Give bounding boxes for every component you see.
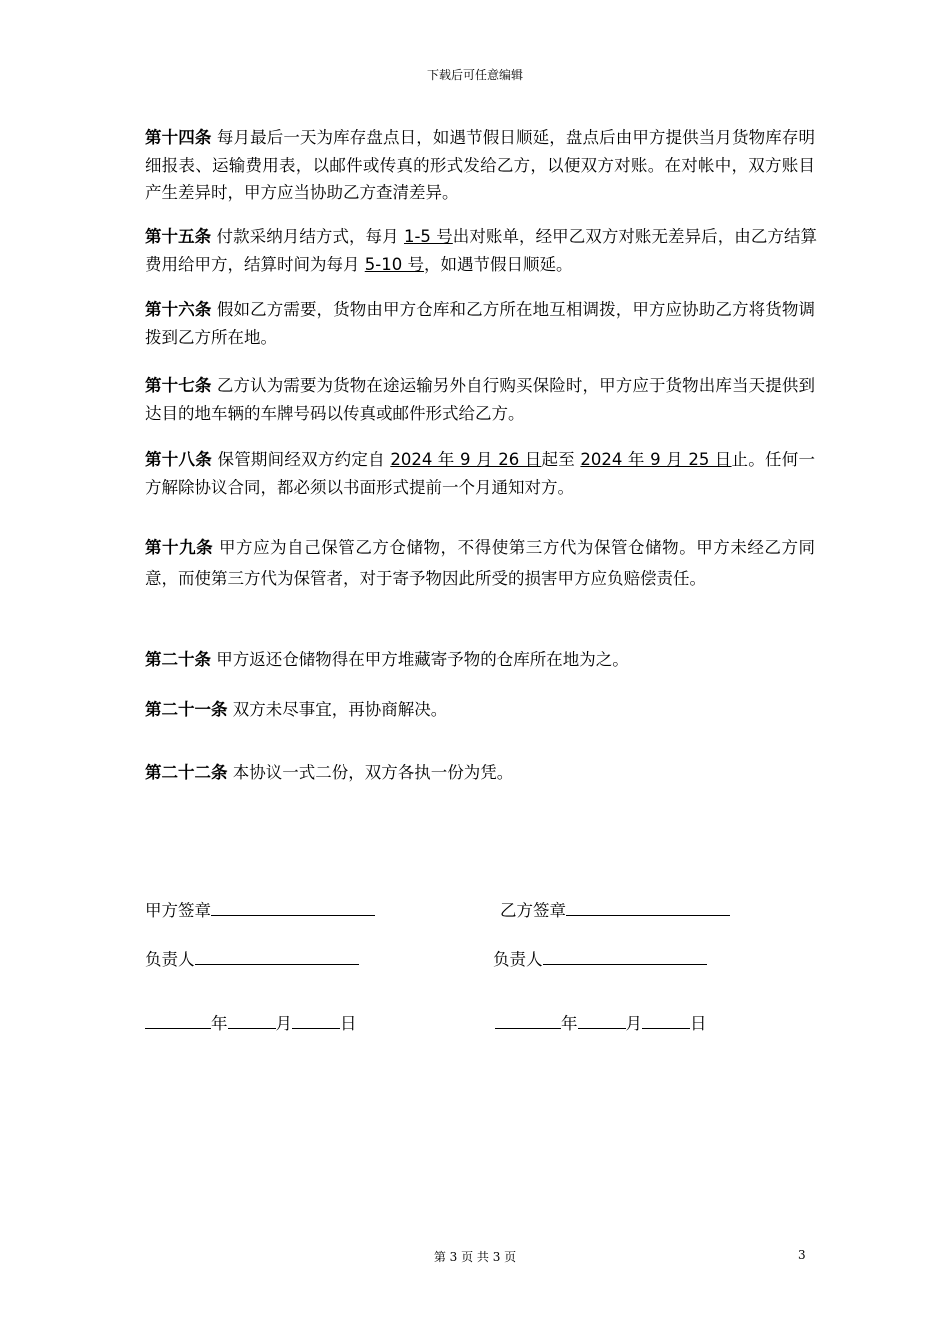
clause-title: 第二十二条	[145, 763, 228, 782]
clause-18	[145, 446, 815, 501]
clause-21	[145, 696, 815, 724]
day-line[interactable]	[292, 1010, 340, 1029]
year-label: 年	[211, 1014, 228, 1033]
clause-text: 保管期间经双方约定自	[211, 450, 391, 469]
year-line[interactable]	[495, 1010, 561, 1029]
clause-title: 第十七条	[145, 376, 212, 395]
party-b-person-line[interactable]	[543, 946, 707, 965]
clause-text: 出对账单，经甲乙双方对账无差异后，由乙方结算费用给甲方，结算时间为每月	[145, 227, 818, 274]
underlined-value: 5-10 号	[364, 254, 424, 274]
clause-20	[145, 646, 815, 674]
clause-text: 止。任何一方解除协议合同，都必须以书面形式提前一个月通知对方。	[145, 450, 816, 497]
party-a-person-row	[145, 946, 359, 972]
clause-14	[145, 124, 815, 207]
clause-text: 乙方认为需要为货物在途运输另外自行购买保险时，甲方应于货物出库当天提供到达目的地车辆的车牌号码以传真或邮件形式给乙方。	[145, 376, 816, 423]
clause-title: 第二十条	[145, 650, 211, 669]
year-line[interactable]	[145, 1010, 211, 1029]
clause-17	[145, 372, 815, 427]
day-label: 日	[690, 1014, 707, 1033]
clause-text: 每月最后一天为库存盘点日，如遇节假日顺延，盘点后由甲方提供当月货物库存明细报表、运输费用表，以邮件或传真的形式发给乙方，以便双方对账。在对帐中，双方账目产生差异时，甲方应当协助乙方查清差异。	[145, 128, 816, 202]
clause-text: 双方未尽事宜，再协商解决。	[227, 700, 448, 719]
clause-text: 甲方应为自己保管乙方仓储物，不得使第三方代为保管仓储物。甲方未经乙方同意，而使第三方代为保管者，对于寄予物因此所受的损害甲方应负赔偿责任。	[145, 538, 816, 588]
year-label: 年	[561, 1014, 578, 1033]
clause-title: 第十五条	[145, 227, 212, 246]
month-label: 月	[275, 1014, 292, 1033]
clause-title: 第十八条	[145, 450, 212, 469]
clause-text: 付款采纳月结方式，每月	[211, 227, 404, 246]
party-a-seal-label: 甲方签章	[145, 901, 211, 920]
day-line[interactable]	[642, 1010, 690, 1029]
page-header: 下载后可任意编辑	[426, 68, 523, 82]
clause-title: 第十六条	[145, 300, 212, 319]
clause-text: 本协议一式二份，双方各执一份为凭。	[227, 763, 514, 782]
underlined-date: 2024 年 9 月 26 日	[390, 450, 542, 469]
party-a-seal-row	[145, 897, 375, 923]
month-label: 月	[625, 1014, 642, 1033]
party-b-seal-line[interactable]	[566, 897, 730, 916]
party-b-seal-row	[500, 897, 730, 923]
day-label: 日	[340, 1014, 357, 1033]
clause-text: 甲方返还仓储物得在甲方堆藏寄予物的仓库所在地为之。	[211, 650, 629, 669]
month-line[interactable]	[578, 1010, 626, 1029]
person-in-charge-label: 负责人	[493, 950, 543, 969]
clause-title: 第二十一条	[145, 700, 228, 719]
person-in-charge-label: 负责人	[145, 950, 195, 969]
underlined-date: 2024 年 9 月 25 日	[580, 450, 732, 469]
page-number: 3	[798, 1248, 806, 1262]
clause-text: 假如乙方需要，货物由甲方仓库和乙方所在地互相调拨，甲方应协助乙方将货物调拨到乙方所在地。	[145, 300, 816, 347]
party-a-person-line[interactable]	[195, 946, 359, 965]
clause-19	[145, 532, 815, 594]
party-a-date-row	[145, 1010, 357, 1036]
clause-22	[145, 759, 815, 787]
clause-15	[145, 223, 817, 278]
clause-title: 第十四条	[145, 128, 212, 147]
party-b-date-row	[495, 1010, 707, 1036]
party-a-seal-line[interactable]	[211, 897, 375, 916]
party-b-seal-label: 乙方签章	[500, 901, 566, 920]
clause-title: 第十九条	[145, 538, 214, 557]
month-line[interactable]	[228, 1010, 276, 1029]
clause-text: ，如遇节假日顺延。	[423, 254, 573, 274]
clause-16	[145, 296, 815, 351]
page-info: 第 3 页 共 3 页	[433, 1250, 517, 1264]
clause-text: 起至	[541, 450, 581, 469]
underlined-value: 1-5 号	[403, 227, 453, 246]
party-b-person-row	[493, 946, 707, 972]
